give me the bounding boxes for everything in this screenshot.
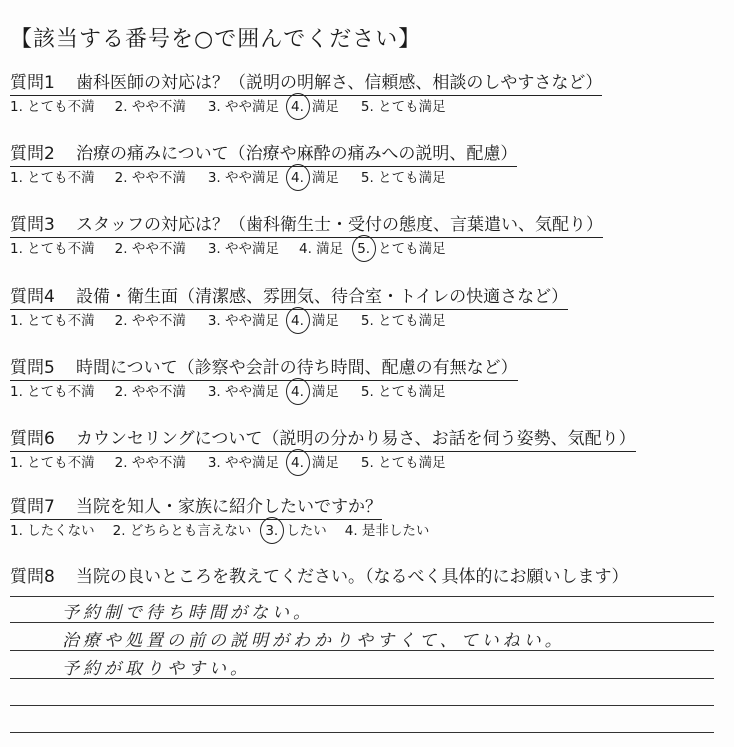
question-3	[10, 214, 603, 258]
question-number: 質問6	[10, 429, 55, 449]
option-2[interactable]: 2. やや不満	[114, 99, 186, 115]
option-5[interactable]: 5. とても満足	[360, 384, 446, 400]
question-4	[10, 286, 568, 330]
option-3[interactable]: 3. やや満足	[207, 455, 280, 471]
option-1[interactable]: 1. とても不満	[10, 455, 95, 471]
option-4-label: 満足	[311, 455, 339, 471]
question-text: 時間について（診察や会計の待ち時間、配慮の有無など）	[76, 358, 518, 378]
option-1[interactable]: 1. とても不満	[10, 313, 95, 329]
question-heading	[10, 357, 518, 381]
question-heading	[10, 72, 602, 96]
question-number: 質問8	[10, 567, 55, 587]
handwritten-answer: 治療や処置の前の説明がわかりやすくて、ていねい。	[62, 631, 566, 651]
option-1[interactable]: 1. とても不満	[10, 99, 95, 115]
answer-options	[10, 312, 568, 330]
option-3[interactable]: 3. やや満足	[207, 313, 280, 329]
answer-line	[10, 705, 714, 706]
option-4-circled[interactable]: 4.	[291, 99, 304, 115]
option-4-circled[interactable]: 4.	[291, 313, 304, 329]
question-8	[10, 566, 629, 588]
question-text: 歯科医師の対応は？（説明の明解さ、信頼感、相談のしやすさなど）	[76, 73, 603, 93]
option-1[interactable]: 1. したくない	[10, 523, 95, 539]
question-heading	[10, 496, 382, 520]
question-number: 質問4	[10, 287, 55, 307]
option-5[interactable]: 5. とても満足	[360, 170, 446, 186]
handwritten-answer: 予約制で待ち時間がない。	[62, 603, 314, 623]
question-text: 設備・衛生面（清潔感、雰囲気、待合室・トイレの快適さなど）	[76, 287, 569, 307]
option-2[interactable]: 2. やや不満	[114, 241, 186, 257]
question-text: スタッフの対応は？（歯科衛生士・受付の態度、言葉遣い、気配り）	[76, 215, 603, 235]
page-title: 【該当する番号を○で囲んでください】	[10, 27, 422, 52]
option-2[interactable]: 2. やや不満	[114, 455, 186, 471]
option-5[interactable]: 5. とても満足	[360, 455, 446, 471]
question-2	[10, 143, 517, 187]
option-4-circled[interactable]: 4.	[291, 455, 304, 471]
option-1[interactable]: 1. とても不満	[10, 241, 95, 257]
question-number: 質問1	[10, 73, 55, 93]
option-3[interactable]: 3. やや満足	[207, 170, 280, 186]
question-heading	[10, 286, 568, 310]
answer-options	[10, 454, 636, 472]
question-heading	[10, 214, 603, 238]
option-2[interactable]: 2. やや不満	[114, 170, 186, 186]
option-4[interactable]: 4. 是非したい	[344, 523, 430, 539]
option-4-circled[interactable]: 4.	[291, 170, 304, 186]
option-5-label: とても満足	[378, 241, 446, 257]
option-5-circled[interactable]: 5.	[357, 241, 371, 257]
option-5[interactable]: 5. とても満足	[360, 99, 446, 115]
answer-line	[10, 596, 714, 597]
question-6	[10, 428, 636, 472]
question-number: 質問7	[10, 497, 55, 517]
question-text: 治療の痛みについて（治療や麻酔の痛みへの説明、配慮）	[76, 144, 518, 164]
answer-options	[10, 169, 517, 187]
option-3[interactable]: 3. やや満足	[207, 99, 280, 115]
option-1[interactable]: 1. とても不満	[10, 170, 95, 186]
handwritten-answer: 予約が取りやすい。	[62, 659, 251, 679]
answer-options	[10, 240, 603, 258]
answer-options	[10, 522, 429, 540]
option-4[interactable]: 4. 満足	[299, 241, 344, 257]
question-5	[10, 357, 518, 401]
answer-options	[10, 383, 518, 401]
option-4-label: 満足	[311, 384, 339, 400]
option-4-label: 満足	[311, 313, 339, 329]
question-heading	[10, 143, 517, 167]
answer-line	[10, 732, 714, 733]
option-2[interactable]: 2. やや不満	[114, 384, 186, 400]
question-number: 質問2	[10, 144, 55, 164]
option-4-circled[interactable]: 4.	[291, 384, 304, 400]
option-1[interactable]: 1. とても不満	[10, 384, 95, 400]
option-4-label: 満足	[311, 170, 339, 186]
option-3[interactable]: 3. やや満足	[207, 384, 280, 400]
question-text: 当院を知人・家族に紹介したいですか？	[76, 497, 382, 517]
answer-options	[10, 98, 602, 116]
option-2[interactable]: 2. やや不満	[114, 313, 186, 329]
option-3[interactable]: 3. やや満足	[207, 241, 280, 257]
option-3-circled[interactable]: 3.	[265, 523, 279, 539]
option-4-label: 満足	[311, 99, 339, 115]
option-3-label: したい	[286, 523, 327, 539]
question-number: 質問3	[10, 215, 55, 235]
question-text: カウンセリングについて（説明の分かり易さ、お話を伺う姿勢、気配り）	[76, 429, 636, 449]
option-5[interactable]: 5. とても満足	[360, 313, 446, 329]
question-1	[10, 72, 602, 116]
option-2[interactable]: 2. どちらとも言えない	[112, 523, 252, 539]
question-heading	[10, 428, 636, 452]
question-text: 当院の良いところを教えてください。（なるべく具体的にお願いします）	[76, 567, 629, 587]
question-number: 質問5	[10, 358, 55, 378]
question-7	[10, 496, 429, 540]
